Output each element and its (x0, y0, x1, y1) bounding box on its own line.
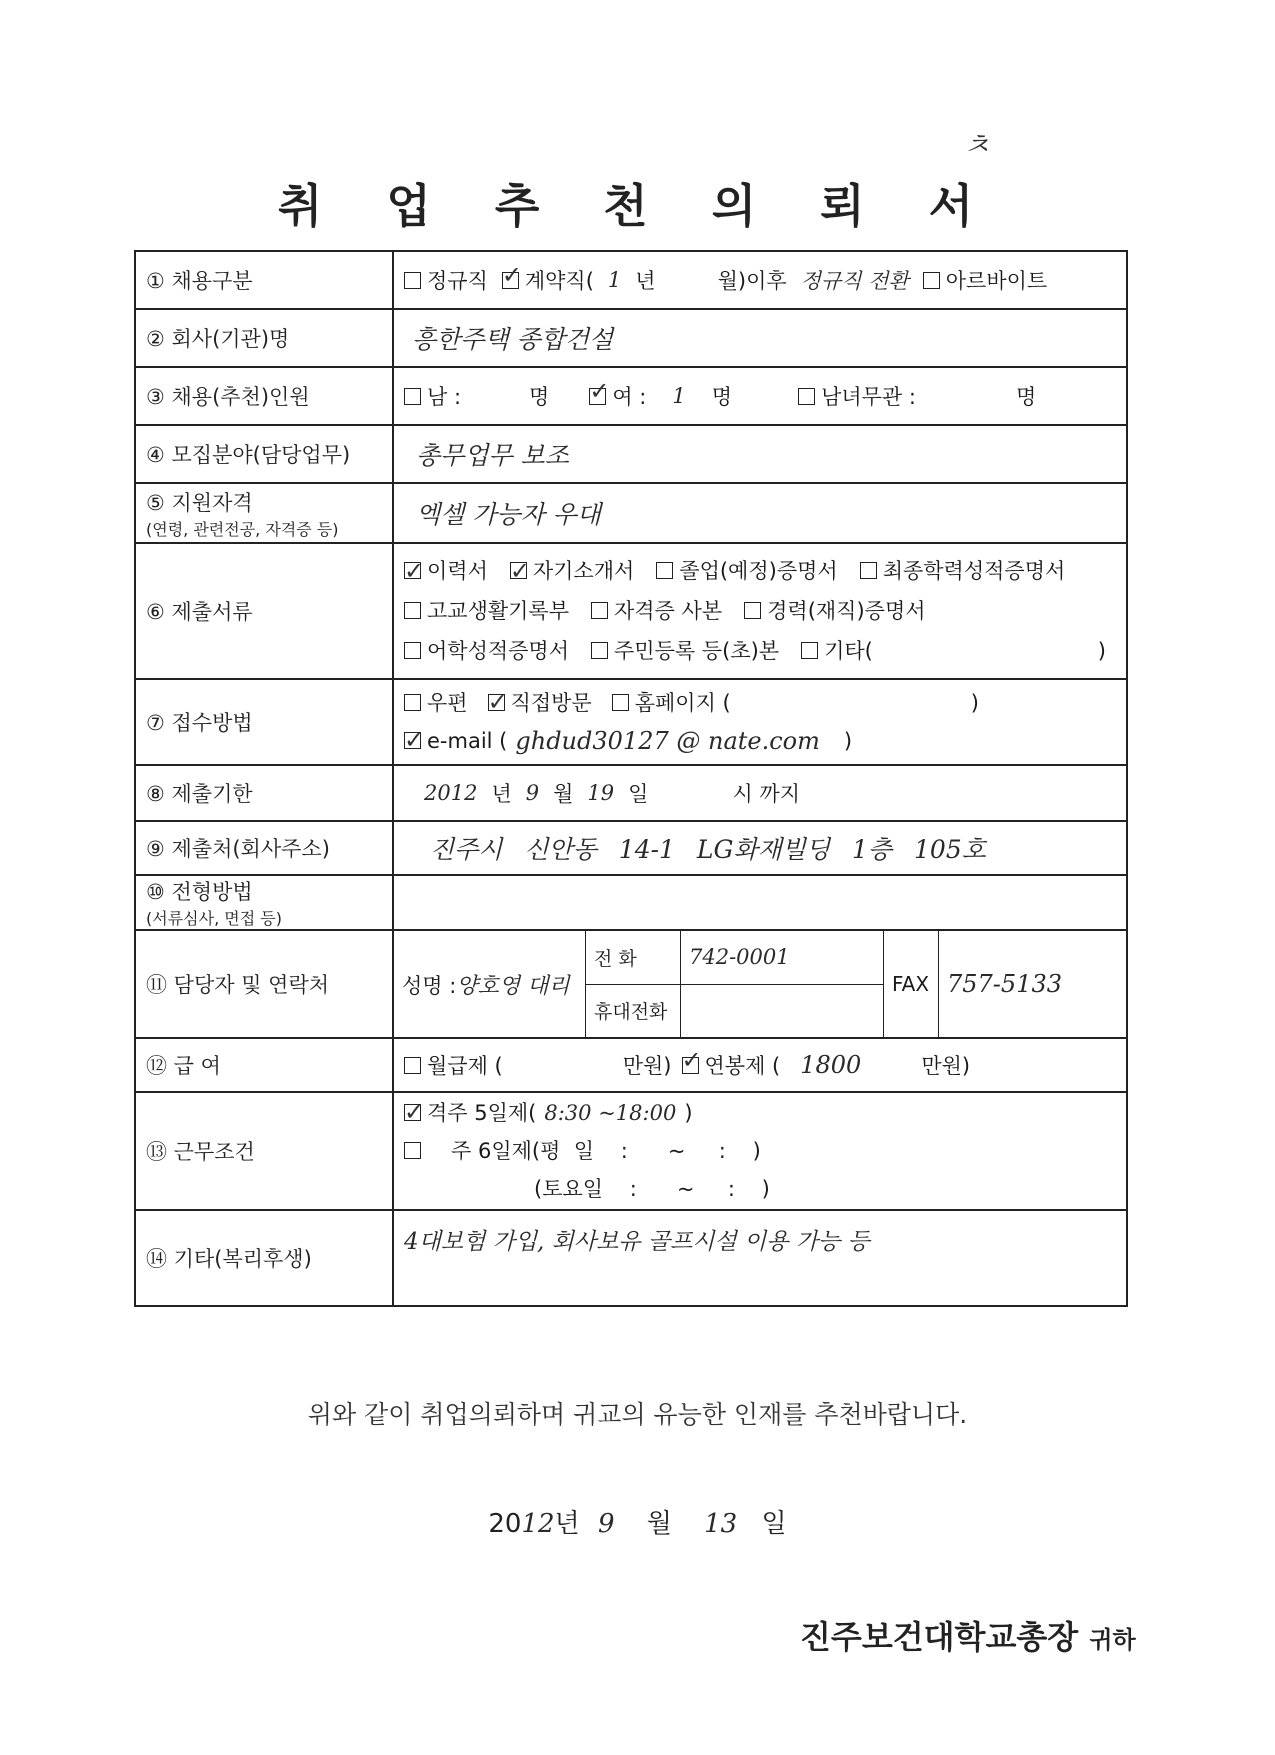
checkbox-icon[interactable] (404, 388, 421, 405)
doc-resume[interactable]: ✓이력서 (404, 551, 488, 591)
label-employment-type: ① 채용구분 (135, 251, 393, 309)
checkbox-icon[interactable] (404, 694, 421, 711)
time-unit: 시 까지 (732, 782, 800, 806)
row-deadline (135, 765, 1127, 821)
row-qualification (135, 483, 1127, 543)
checkbox-checked-icon[interactable] (502, 272, 519, 289)
company-name-value: 흥한주택 종합건설 (393, 309, 1127, 367)
row-selection (135, 875, 1127, 930)
closing-text: 위와 같이 취업의뢰하며 귀교의 유능한 인재를 추천바랍니다. (307, 1400, 968, 1429)
doc-intro[interactable]: ✓ 자기소개서 (510, 551, 634, 591)
row-employment-type (135, 251, 1127, 309)
doc-highschool[interactable]: 고교생활기록부 (404, 591, 569, 631)
biweekly-close: ) (684, 1101, 693, 1125)
checkbox-icon[interactable] (923, 272, 940, 289)
label-qualification: ⑤ 지원자격 (연령, 관련전공, 자격증 등) (135, 483, 393, 543)
biweekly-5day[interactable]: ✓격주 5일제( (404, 1094, 536, 1132)
checkbox-checked-icon[interactable] (404, 562, 421, 579)
label-deadline: ⑧ 제출기한 (135, 765, 393, 821)
field-headcount (393, 367, 1127, 425)
qualification-sub: (연령, 관련전공, 자격증 등) (146, 519, 339, 539)
label-headcount: ③ 채용(추천)인원 (135, 367, 393, 425)
contract-years: 1 (607, 268, 622, 292)
row-receipt (135, 679, 1127, 765)
receipt-homepage[interactable]: 홈페이지 ( (612, 684, 731, 722)
label-contact: ⑪ 담당자 및 연락처 (135, 930, 393, 1038)
month-unit: 월 (553, 782, 574, 806)
row-company-name (135, 309, 1127, 367)
checkbox-icon[interactable] (612, 694, 629, 711)
label-salary: ⑫ 급 여 (135, 1038, 393, 1092)
field-employment-type (393, 251, 1127, 309)
annual-value: 1800 (800, 1051, 862, 1079)
doc-graduation[interactable]: 졸업(예정)증명서 (656, 551, 837, 591)
female-unit: 명 (711, 385, 733, 409)
homepage-close: ) (970, 691, 979, 715)
checkbox-icon[interactable] (591, 642, 608, 659)
field-conditions (393, 1092, 1127, 1210)
email-value: ghdud30127 @ nate.com (515, 727, 820, 755)
checkbox-icon[interactable] (404, 272, 421, 289)
label-benefits: ⑭ 기타(복리후생) (135, 1210, 393, 1306)
salary-monthly[interactable]: 월급제 ( (404, 1050, 503, 1080)
year-unit: 년 (491, 782, 512, 806)
month-unit: 월)이후 (717, 269, 787, 293)
deadline-month: 9 (525, 781, 540, 805)
row-benefits (135, 1210, 1127, 1306)
checkbox-checked-icon[interactable] (488, 694, 505, 711)
mobile-value (681, 984, 884, 1037)
option-regular[interactable]: 정규직 (404, 265, 488, 295)
page-title: 취 업 추 천 의 뢰 서 (277, 179, 998, 233)
checkbox-icon[interactable] (798, 388, 815, 405)
signature: 진주보건대학교총장 귀하 (800, 1618, 1136, 1656)
option-contract[interactable]: ✓ 계약직( (502, 265, 594, 295)
male-option[interactable]: 남 : (404, 381, 461, 411)
field-salary (393, 1038, 1127, 1092)
doc-other[interactable]: 기타( (801, 631, 873, 671)
week6-text: 주 6일제(평 일 : ~ : ) (451, 1139, 761, 1163)
field-contact (393, 930, 1127, 1038)
checkbox-checked-icon[interactable] (589, 388, 606, 405)
label-selection: ⑩ 전형방법 (서류심사, 면접 등) (135, 875, 393, 930)
female-count: 1 (672, 384, 686, 408)
field-documents (393, 543, 1127, 679)
row-contact (135, 930, 1127, 1038)
contract-note: 정규직 전환 (800, 269, 909, 293)
deadline-year: 2012 (424, 781, 478, 805)
fax-label: FAX (884, 931, 939, 1037)
doc-language[interactable]: 어학성적증명서 (404, 631, 569, 671)
checkbox-icon[interactable] (591, 602, 608, 619)
checkbox-checked-icon[interactable] (404, 732, 421, 749)
doc-license[interactable]: 자격증 사본 (591, 591, 722, 631)
qualification-value: 엑셀 가능자 우대 (393, 483, 1127, 543)
annual-unit: 만원) (921, 1054, 971, 1078)
receipt-post[interactable]: 우편 (404, 684, 468, 722)
biweekly-hours: 8:30 ~18:00 (544, 1101, 677, 1125)
checkbox-icon[interactable] (801, 642, 818, 659)
doc-transcript[interactable]: 최종학력성적증명서 (860, 551, 1066, 591)
doc-career[interactable]: 경력(재직)증명서 (744, 591, 925, 631)
field-value: 총무업무 보조 (393, 425, 1127, 483)
recommendation-form (134, 250, 1128, 1307)
monthly-unit: 만원) (622, 1054, 672, 1078)
corner-mark: ㅊ (962, 128, 991, 163)
option-parttime[interactable]: 아르바이트 (923, 265, 1047, 295)
week-6day[interactable] (404, 1132, 427, 1170)
benefits-value: 4대보험 가입, 회사보유 골프시설 이용 가능 등 (393, 1210, 1127, 1306)
phone-label: 전 화 (586, 931, 681, 984)
doc-residence[interactable]: 주민등록 등(초)본 (591, 631, 779, 671)
day-unit: 일 (628, 782, 649, 806)
checkbox-icon[interactable] (404, 1057, 421, 1074)
deadline-day: 19 (587, 781, 615, 805)
label-address: ⑨ 제출처(회사주소) (135, 821, 393, 875)
checkbox-icon[interactable] (404, 602, 421, 619)
checkbox-icon[interactable] (404, 1142, 421, 1159)
male-unit: 명 (529, 385, 550, 409)
email-close: ) (843, 729, 853, 753)
field-deadline (393, 765, 1127, 821)
checkbox-icon[interactable] (404, 642, 421, 659)
row-field (135, 425, 1127, 483)
row-documents (135, 543, 1127, 679)
checkbox-checked-icon[interactable] (510, 562, 527, 579)
label-field: ④ 모집분야(담당업무) (135, 425, 393, 483)
year-unit: 년 (635, 269, 656, 293)
any-gender-option[interactable]: 남녀무관 : (798, 381, 916, 411)
saturday-text: (토요일 : ~ : ) (534, 1177, 770, 1201)
address-value: 진주시 신안동 14-1 LG화재빌딩 1층 105호 (393, 821, 1127, 875)
contact-name: 성명 :양호영 대리 (394, 931, 586, 1037)
receipt-email[interactable]: ✓e-mail ( (404, 722, 507, 760)
female-option[interactable]: ✓ 여 : (589, 381, 646, 411)
selection-value (393, 875, 1127, 930)
selection-sub: (서류심사, 면접 등) (146, 909, 282, 928)
checkbox-checked-icon[interactable] (682, 1057, 699, 1074)
checkbox-icon[interactable] (656, 562, 673, 579)
any-gender-unit: 명 (1015, 385, 1037, 409)
issue-date: 2012년 9 월 13 일 (488, 1509, 787, 1539)
row-headcount (135, 367, 1127, 425)
checkbox-icon[interactable] (860, 562, 877, 579)
field-receipt (393, 679, 1127, 765)
receipt-visit[interactable]: ✓ 직접방문 (488, 684, 592, 722)
row-address (135, 821, 1127, 875)
checkbox-checked-icon[interactable] (404, 1104, 421, 1121)
fax-value: 757-5133 (939, 931, 1127, 1037)
label-receipt: ⑦ 접수방법 (135, 679, 393, 765)
label-conditions: ⑬ 근무조건 (135, 1092, 393, 1210)
row-salary (135, 1038, 1127, 1092)
mobile-label: 휴대전화 (586, 984, 681, 1037)
salary-annual[interactable]: ✓ 연봉제 ( (682, 1050, 781, 1080)
row-conditions (135, 1092, 1127, 1210)
doc-other-close: ) (1097, 639, 1106, 663)
label-documents: ⑥ 제출서류 (135, 543, 393, 679)
phone-value: 742-0001 (681, 931, 884, 984)
checkbox-icon[interactable] (744, 602, 761, 619)
label-company-name: ② 회사(기관)명 (135, 309, 393, 367)
